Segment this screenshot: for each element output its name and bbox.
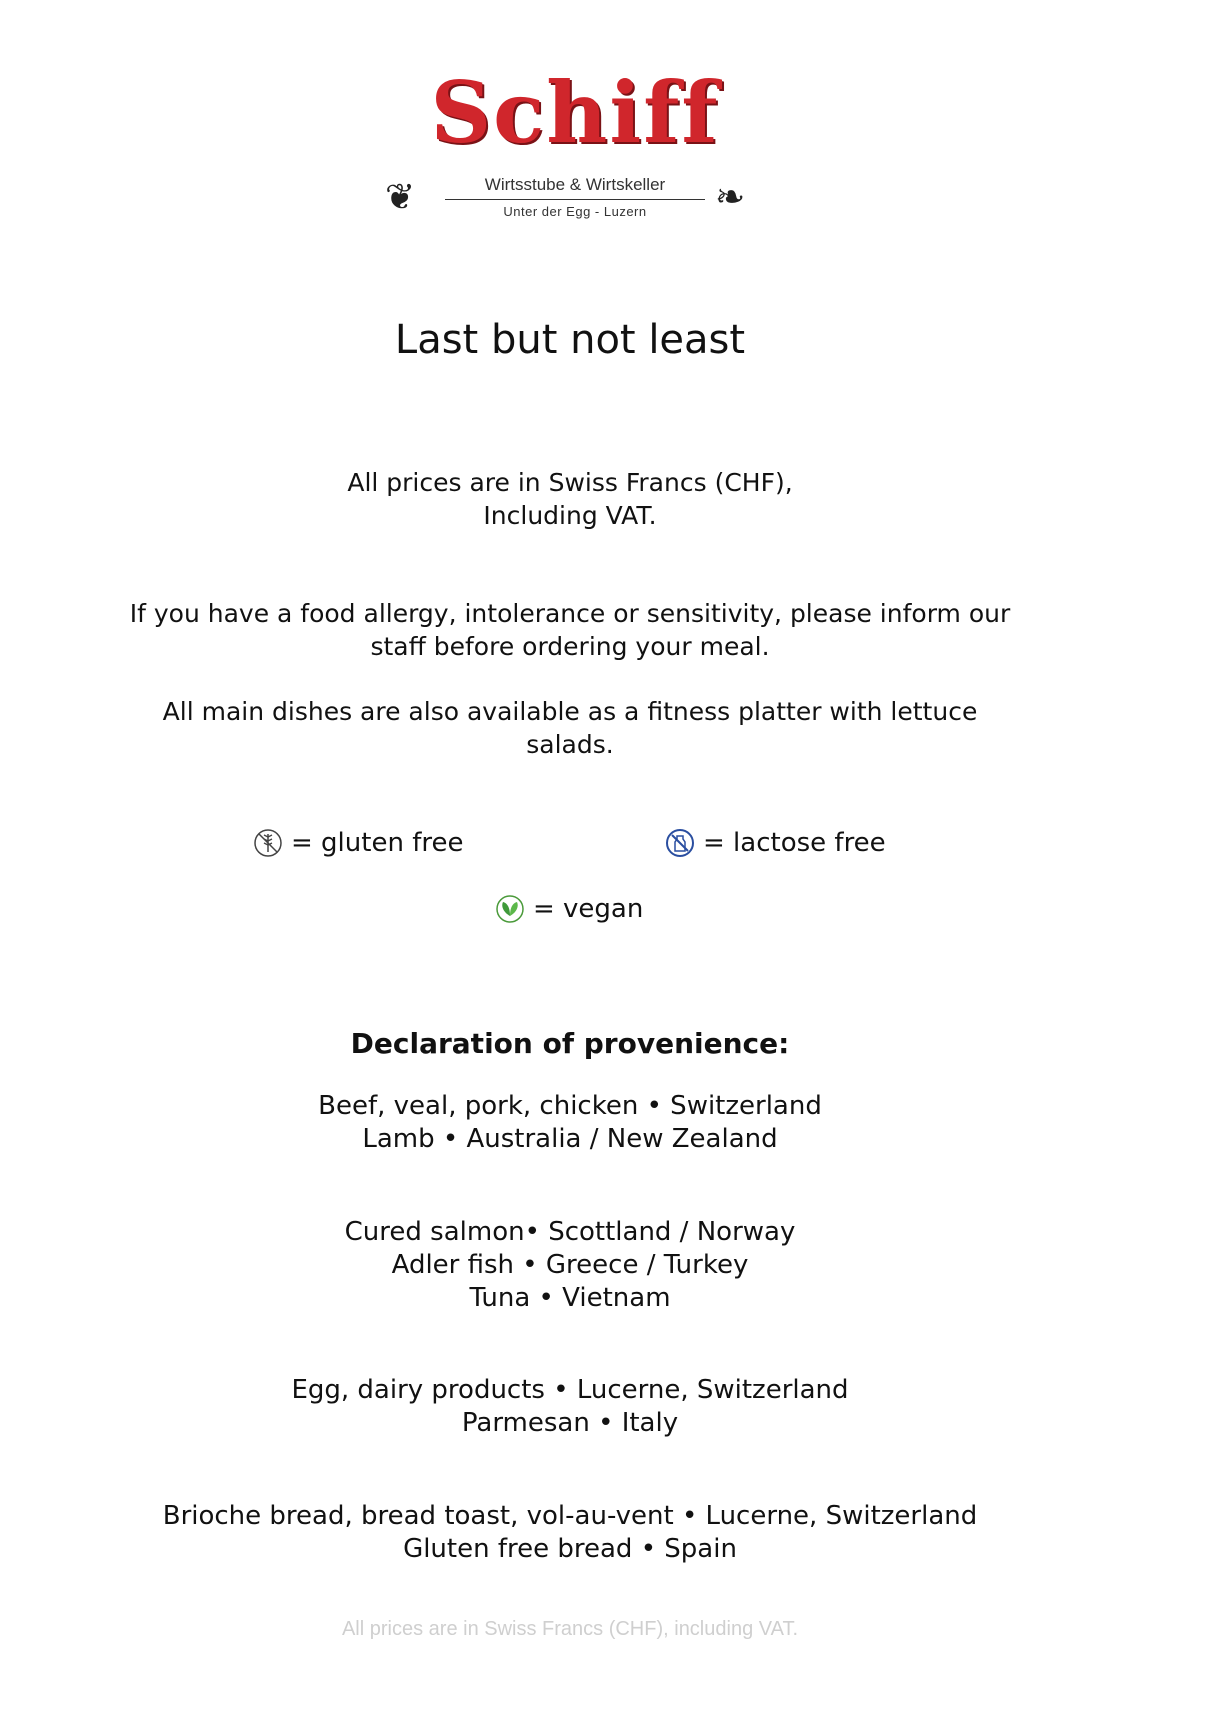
page-title: Last but not least [394,317,746,363]
provenience-group-fish [0,1216,1140,1315]
gluten-free-icon [253,828,283,858]
legend-vegan-label: = vegan [533,894,644,924]
provenience-group-dairy [0,1374,1140,1440]
legend-gluten-free [253,826,463,860]
provenience-group-meat [0,1090,1140,1156]
allergy-note-line: staff before ordering your meal. [370,632,770,661]
legend-lactose-free [665,826,886,860]
ornament-right-icon: ❧ [715,177,746,218]
prices-note-line: Including VAT. [483,501,657,530]
fitness-note-line: salads. [526,730,614,759]
legend-gluten-label: = gluten free [291,828,464,858]
provenience-line: Tuna • Vietnam [469,1283,671,1313]
provenience-line: Brioche bread, bread toast, vol-au-vent • Lucerne, Switzerland [162,1501,978,1531]
fitness-note [0,695,1140,761]
fitness-note-line: All main dishes are also available as a fitness platter with lettuce [162,697,978,726]
logo-subtitle: Wirtsstube & Wirtskeller [484,175,666,194]
provenience-group-bread [0,1500,1140,1566]
logo-location: Unter der Egg - Luzern [503,204,647,219]
logo-divider [445,199,705,200]
legend-vegan [495,892,643,926]
prices-note-line: All prices are in Swiss Francs (CHF), [347,468,793,497]
allergy-note-line: If you have a food allergy, intolerance or sensitivity, please inform our [129,599,1011,628]
logo-brand: Schiff [430,63,720,162]
allergy-note [0,597,1140,663]
provenience-line: Egg, dairy products • Lucerne, Switzerland [291,1375,849,1405]
lactose-free-icon [665,828,695,858]
provenience-line: Gluten free bread • Spain [403,1534,737,1564]
page-footer: All prices are in Swiss Francs (CHF), including VAT. [341,1618,799,1640]
provenience-line: Adler fish • Greece / Turkey [391,1250,749,1280]
vegan-icon [495,894,525,924]
legend-lactose-label: = lactose free [703,828,886,858]
provenience-line: Parmesan • Italy [461,1408,679,1438]
provenience-heading: Declaration of provenience: [350,1027,790,1060]
prices-note [0,466,1140,532]
provenience-line: Cured salmon• Scottland / Norway [344,1217,796,1247]
provenience-line: Beef, veal, pork, chicken • Switzerland [318,1091,822,1121]
ornament-left-icon: ❦ [385,177,416,218]
restaurant-logo [385,63,765,228]
provenience-line: Lamb • Australia / New Zealand [362,1124,778,1154]
